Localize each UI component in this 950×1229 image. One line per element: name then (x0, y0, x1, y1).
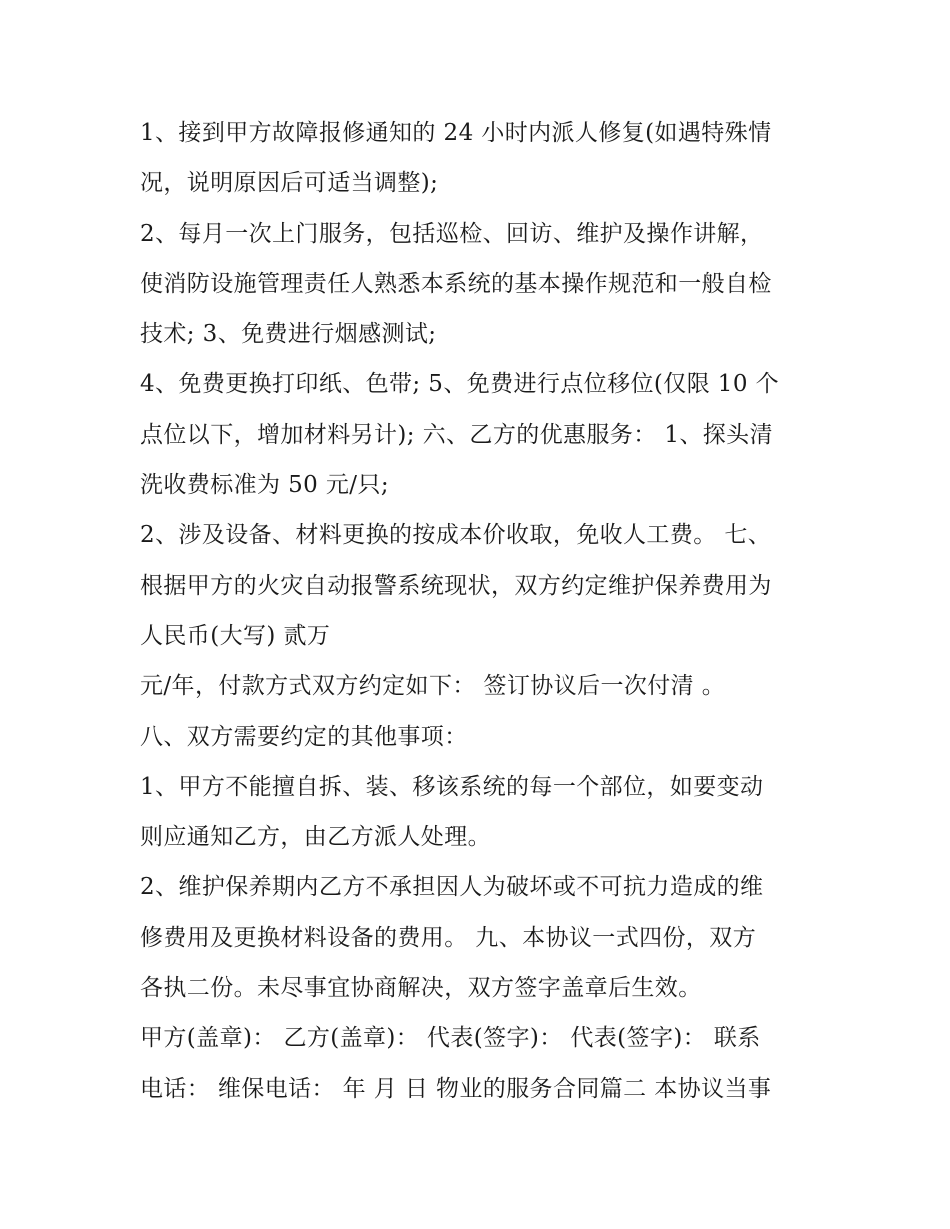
text-line: 使消防设施管理责任人熟悉本系统的基本操作规范和一般自检 (140, 270, 772, 297)
text-line: 2、每月一次上门服务，包括巡检、回访、维护及操作讲解， (140, 220, 764, 247)
text-line: 修费用及更换材料设备的费用。 九、本协议一式四份，双方 (140, 924, 757, 951)
text-line: 甲方(盖章)： 乙方(盖章)： 代表(签字)： 代表(签字)： 联系 (140, 1025, 761, 1052)
text-line: 2、涉及设备、材料更换的按成本价收取，免收人工费。 七、 (140, 522, 772, 549)
text-line: 元/年，付款方式双方约定如下： 签订协议后一次付清 。 (140, 673, 726, 700)
text-line: 点位以下，增加材料另计); 六、乙方的优惠服务： 1、探头清 (140, 421, 773, 448)
document-body (140, 108, 830, 1114)
text-line: 1、接到甲方故障报修通知的 24 小时内派人修复(如遇特殊情 (140, 120, 772, 146)
text-line: 各执二份。未尽事宜协商解决，双方签字盖章后生效。 (140, 975, 702, 1002)
text-line: 人民币(大写) 贰万 (140, 622, 331, 649)
text-line: 洗收费标准为 50 元/只; (140, 472, 389, 499)
text-line: 况，说明原因后可适当调整); (140, 170, 439, 197)
text-line: 1、甲方不能擅自拆、装、移该系统的每一个部位，如要变动 (140, 773, 764, 800)
text-line: 根据甲方的火灾自动报警系统现状，双方约定维护保养费用为 (140, 572, 772, 599)
text-line: 4、免费更换打印纸、色带; 5、免费进行点位移位(仅限 10 个 (140, 371, 779, 398)
text-line: 技术; 3、免费进行烟感测试; (140, 321, 437, 348)
text-line: 电话： 维保电话： 年 月 日 物业的服务合同篇二 本协议当事 (140, 1075, 772, 1102)
text-line: 八、双方需要约定的其他事项： (140, 723, 468, 750)
text-line: 则应通知乙方，由乙方派人处理。 (140, 824, 491, 851)
text-line: 2、维护保养期内乙方不承担因人为破坏或不可抗力造成的维 (140, 874, 764, 901)
